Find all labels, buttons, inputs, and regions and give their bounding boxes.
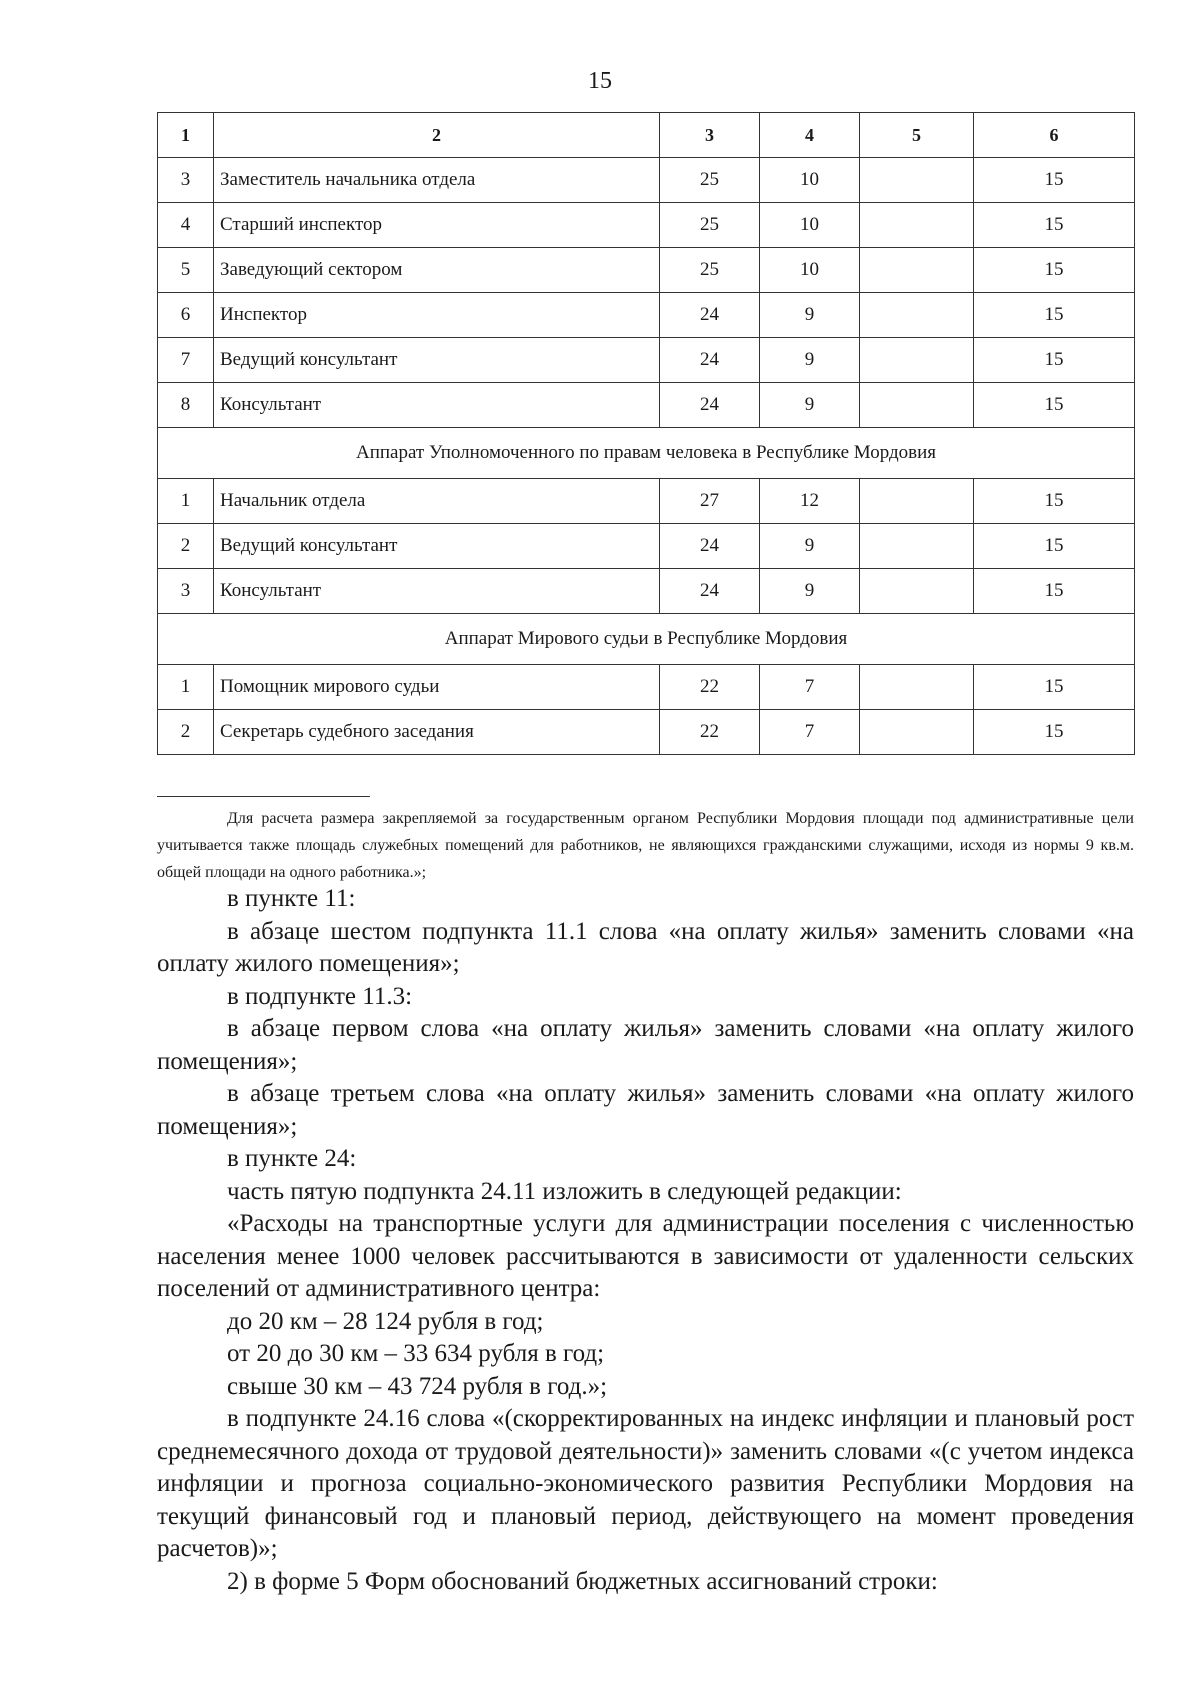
position-name: Консультант	[214, 569, 660, 614]
row-number: 6	[158, 293, 214, 338]
position-name: Помощник мирового судьи	[214, 665, 660, 710]
value-col-6: 15	[974, 248, 1135, 293]
section-row-ombudsman	[158, 428, 1135, 479]
table-row	[158, 524, 1135, 569]
position-name: Ведущий консультант	[214, 524, 660, 569]
section-title: Аппарат Уполномоченного по правам человека в Республике Мордовия	[158, 428, 1135, 479]
value-col-4: 9	[760, 569, 860, 614]
value-col-6: 15	[974, 203, 1135, 248]
paragraph: «Расходы на транспортные услуги для администрации поселения с численностью населения менее 1000 человек рассчитываются в зависимости от удаленности сельских поселений от административного центра:	[157, 1210, 1134, 1302]
row-number: 2	[158, 710, 214, 755]
value-col-3: 27	[660, 479, 760, 524]
paragraph: в подпункте 11.3:	[227, 982, 413, 1010]
section-title: Аппарат Мирового судьи в Республике Мордовия	[158, 614, 1135, 665]
paragraph: в подпункте 24.16 слова «(скорректированных на индекс инфляции и плановый рост среднемесячного дохода от трудовой деятельности)» заменить словами «(с учетом индекса инфляции и прогноза социально-экономического развития Республики Мордовия на текущий финансовый год и плановый период, действующего на момент проведения расчетов)»;	[157, 1405, 1134, 1562]
header-cell: 2	[214, 113, 660, 158]
value-col-5	[860, 383, 974, 428]
value-col-4: 10	[760, 203, 860, 248]
value-col-3: 22	[660, 665, 760, 710]
position-name: Старший инспектор	[214, 203, 660, 248]
value-col-4: 12	[760, 479, 860, 524]
page-number: 15	[588, 68, 612, 94]
value-col-5	[860, 338, 974, 383]
value-col-6: 15	[974, 479, 1135, 524]
value-col-5	[860, 524, 974, 569]
value-col-6: 15	[974, 158, 1135, 203]
row-number: 3	[158, 569, 214, 614]
paragraph: свыше 30 км – 43 724 рубля в год.»;	[227, 1372, 608, 1400]
staffing-table	[157, 112, 1135, 755]
row-number: 2	[158, 524, 214, 569]
value-col-6: 15	[974, 383, 1135, 428]
value-col-6: 15	[974, 338, 1135, 383]
paragraph: до 20 км – 28 124 рубля в год;	[227, 1307, 544, 1335]
value-col-4: 9	[760, 524, 860, 569]
header-cell: 6	[974, 113, 1135, 158]
position-name: Консультант	[214, 383, 660, 428]
paragraph: в пункте 24:	[227, 1145, 357, 1172]
position-name: Секретарь судебного заседания	[214, 710, 660, 755]
value-col-5	[860, 479, 974, 524]
value-col-4: 10	[760, 248, 860, 293]
position-name: Заведующий сектором	[214, 248, 660, 293]
table-row	[158, 203, 1135, 248]
paragraph: в пункте 11:	[227, 885, 356, 912]
value-col-4: 7	[760, 710, 860, 755]
table-row	[158, 665, 1135, 710]
amendment-text	[157, 883, 1134, 1598]
paragraph: в абзаце первом слова «на оплату жилья» заменить словами «на оплату жилого помещения»;	[157, 1015, 1134, 1075]
value-col-3: 24	[660, 383, 760, 428]
table-row	[158, 293, 1135, 338]
paragraph: часть пятую подпункта 24.11 изложить в следующей редакции:	[227, 1177, 902, 1205]
value-col-3: 24	[660, 338, 760, 383]
footnote	[157, 805, 1134, 886]
value-col-3: 25	[660, 248, 760, 293]
position-name: Начальник отдела	[214, 479, 660, 524]
value-col-3: 25	[660, 203, 760, 248]
value-col-6: 15	[974, 710, 1135, 755]
value-col-3: 24	[660, 524, 760, 569]
table-row	[158, 710, 1135, 755]
value-col-6: 15	[974, 293, 1135, 338]
row-number: 1	[158, 479, 214, 524]
value-col-5	[860, 710, 974, 755]
section-row-judge	[158, 614, 1135, 665]
value-col-4: 10	[760, 158, 860, 203]
value-col-3: 22	[660, 710, 760, 755]
value-col-4: 9	[760, 383, 860, 428]
value-col-5	[860, 665, 974, 710]
header-cell: 3	[660, 113, 760, 158]
paragraph: от 20 до 30 км – 33 634 рубля в год;	[227, 1340, 605, 1367]
table-row	[158, 158, 1135, 203]
row-number: 1	[158, 665, 214, 710]
row-number: 4	[158, 203, 214, 248]
row-number: 8	[158, 383, 214, 428]
row-number: 3	[158, 158, 214, 203]
table-row	[158, 383, 1135, 428]
footnote-divider	[157, 796, 370, 797]
value-col-5	[860, 203, 974, 248]
table-row	[158, 338, 1135, 383]
table-header-row	[158, 113, 1135, 158]
table-row	[158, 479, 1135, 524]
position-name: Инспектор	[214, 293, 660, 338]
value-col-6: 15	[974, 665, 1135, 710]
paragraph: в абзаце третьем слова «на оплату жилья» заменить словами «на оплату жилого помещения»;	[157, 1080, 1134, 1140]
value-col-3: 24	[660, 293, 760, 338]
value-col-6: 15	[974, 569, 1135, 614]
footnote-text: Для расчета размера закрепляемой за государственным органом Республики Мордовия площади под административные цели учитывается также площадь служебных помещений для работников, не являющихся гражданскими служащими, исходя из нормы 9 кв.м. общей площади на одного работника.»;	[157, 810, 1134, 881]
value-col-5	[860, 158, 974, 203]
value-col-5	[860, 569, 974, 614]
header-cell: 4	[760, 113, 860, 158]
header-cell: 1	[158, 113, 214, 158]
paragraph: 2) в форме 5 Форм обоснований бюджетных ассигнований строки:	[227, 1567, 938, 1595]
value-col-5	[860, 293, 974, 338]
row-number: 5	[158, 248, 214, 293]
value-col-3: 25	[660, 158, 760, 203]
value-col-4: 9	[760, 293, 860, 338]
position-name: Ведущий консультант	[214, 338, 660, 383]
table-row	[158, 248, 1135, 293]
header-cell: 5	[860, 113, 974, 158]
value-col-4: 9	[760, 338, 860, 383]
value-col-6: 15	[974, 524, 1135, 569]
position-name: Заместитель начальника отдела	[214, 158, 660, 203]
value-col-5	[860, 248, 974, 293]
row-number: 7	[158, 338, 214, 383]
value-col-3: 24	[660, 569, 760, 614]
paragraph: в абзаце шестом подпункта 11.1 слова «на оплату жилья» заменить словами «на оплату жилого помещения»;	[157, 917, 1134, 977]
value-col-4: 7	[760, 665, 860, 710]
table-row	[158, 569, 1135, 614]
